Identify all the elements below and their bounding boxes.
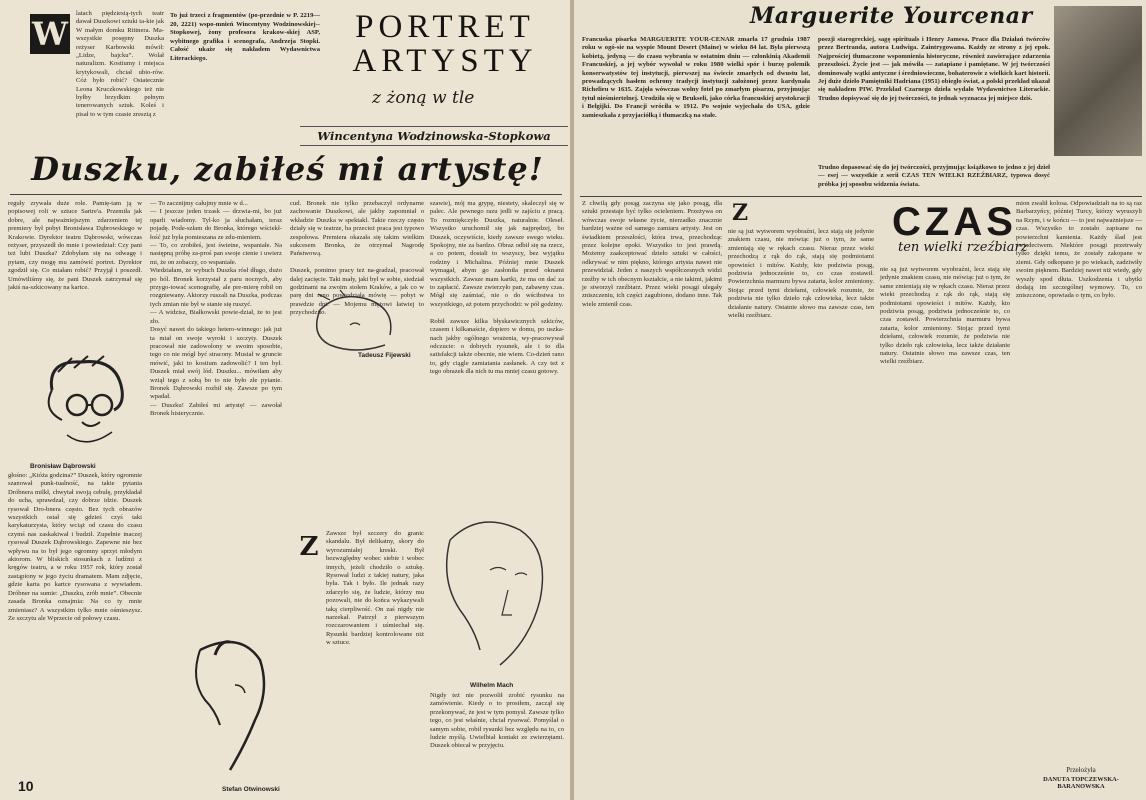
article-author: Wincentyna Wodzinowska-Stopkowa	[300, 126, 568, 146]
text-column-3-lower: Zawsze był szczery do granic skandalu. Był delikatny, skory do wyrozumiałej kreski. Był bezwzględny wobec siebie i wobec innych, jeżeli chodziło o sztukę. Rysował ludzi z takiej natury, jaka była. Tak i było. Ile jednak razy zdarzyło się, że ludzie, którzy mu pozowali, nie do końca wykazywali taką cierpliwość. On zaś nigdy nie narzekał. Patrzył z pierwszym rozczarowaniem i uśmiechał się. Rysunki bardziej kontrolowane niż w sztuce.	[326, 530, 424, 647]
page-number: 10	[18, 778, 34, 794]
caption-dabrowski: Bronisław Dąbrowski	[30, 463, 96, 470]
text-column-3: cud. Bronek nie tylko przebaczył ordynarne zachowanie Duszkowi, ale jakby zapomniał o wkładzie Duszka w spektakl. Takie rzeczy często działy się w teatrze, ba przecież praca jest typowo zespołowa. Premiera okazała się takim wielkim sukcesem Bronka, że otrzymał Nagrodę Państwową. Duszek, pomimo pracy też na-gradzał, pracował dalej zacięcie. Taki mały, jaki był w sobie, siedział godzinami na zwoim stołem Kraków, a jak co w parę dni powiedziała mówię — pobyt w prawdzie dni. — Mojemu mężowi łatwiej to przychodziło.	[290, 200, 424, 317]
essay-column-c: mion zwalił kolosa. Odpowiadziałi na to są raz Barbarzyńcy, później Turcy, którzy wyruszyli na Rzym, i w końcu — to jest najważniejsze — czas. Wszystko to zostało zapisane na powierzchni kamienia. Każdy ślad jest świadectwem. Niektóre posągi przetrwały tylko dzięki temu, że zostały zakopane w ziemi. Gdy odkopano je po wiekach, zadziwiły swoim pięknem. Bardziej nawet niż wtedy, gdy wyszły spod dłuta. Uszkodzenia i ubytki dodają im szczególnej wymowy. To, co zniszczone, opowiada o tym, co było.	[1016, 200, 1142, 300]
caption-otwinowski: Stefan Otwinowski	[222, 786, 280, 793]
dropcap-z: Z	[299, 532, 319, 562]
translator-label: Przełożyła	[1066, 766, 1096, 774]
bio-footer: Trudno dopasować się do jej twórczości, przyjmując książkowo to jedno z jej dzieł — esej — wszystkie z serii CZAS TEN WIELKI RZEŹBIARZ, typowa dosyć próbka jej sposobu widzenia świata.	[818, 164, 1050, 188]
author-photo	[1054, 6, 1142, 156]
bio-column-2: poezji starogreckiej, sagę spirituals i Henry Jamesa. Prace dla Działań twórców przez Bertranda, autora Ludwiga. Zaintrygowana. Każdy ze strony z jej epok. Najprościej tłumaczone wspomnienia historyczne, również zawierające zdarzenia przeszłości. Życie jest — jak mówiła — zatapiane i pamiętane. W jej twórczości dominowały wątki antyczne i średniowieczne, bohaterowie z wielkich kart historii. Jej duże dzieło Pamiętniki Hadriana (1951) obiegło świat, a polski przekład ukazał się nakładem PIW. Przekład Czarnego dzieła wydało Wydawnictwo Literackie. Trudno dopisywać się do jej twórczości, to jednak wyznacza jej miejsce dziś.	[818, 36, 1050, 102]
portrait-sketch-otwinowski	[160, 630, 300, 780]
left-page	[0, 0, 570, 800]
portrait-sketch-mach	[430, 500, 565, 680]
essay-column-a2: nie są już wytworem wyobraźni, lecz stają się jedynie znakiem czasu, nie mówiąc już o tym, że same zmieniają się w rękach czasu. Nieraz przez wieki przechodzą z rąk do rąk, stają się podmiotami opowieści i mitów. Każdy, kto podziwia posąg, podziwia jednocześnie to, co czas zostawił. Powierzchnia marmuru bywa zatarta, kolor zmieniony. Stojąc przed tymi dziełami, człowiek rozumie, że podziwia nie tylko dzieło rąk człowieka, lecz także działanie natury. Ostatnie słowo ma zawsze czas, ten wielki rzeźbiarz.	[728, 228, 874, 320]
portrait-sketch-dabrowski	[22, 350, 142, 460]
right-page	[574, 0, 1146, 800]
essay-subtitle: ten wielki rzeźbiarz	[898, 240, 1028, 255]
headline-banner: Duszku, zabiłeś mi artystę!	[31, 150, 544, 188]
dropcap-w: W	[30, 14, 70, 54]
divider	[580, 196, 1142, 197]
text-column-1-lower: głośno: „Któża godzina?” Duszek, który ogromnie szanował punk-tualność, na takie pytania Dróbnera milkł, chwytał swoją cebulę, przykładał do ucha, sprawdzał, czy dobrze idzie. Duszek rysował Dro-bnera często. Bez tych obrazów wszystkich ostał się gdzieś czyś taki karykaturzysta, który wciąż od czasu do czasu czymś nas zaskakiwał i budził. Zupełnie inaczej rysował Duszek Dąbrowskiego. Zapewne nie bez wpływu na to był jego ogromny sprzyt młodym aktorom. W bliskich stosunkach z ludźmi z kręgów teatru, a w roku 1957 rok, który został zastąpiony w jego życiu dramatem. Mam zdjęcie, gdzie karta po kartce rysowana z wywiadem. Dróbner na sumie: „Duszku, zrób mnie”. Obecnie zasada Bronka oznajmia: Na co ty mnie zmieniasz? A wszystkim tylko mnie ośmieszysz. Ze szczytu ale Wprzecie od połowy czasu.	[8, 472, 142, 622]
dropcap-z-right: Z	[731, 200, 749, 226]
divider	[10, 194, 562, 195]
text-column-4: szawie), mój ma grypę, niestety, skaleczył się w palec. Ale pewnego razu jedli w zajściu z pracą. To rozmiękczyło Duszka, naturalnie. Oleseł. Wszystko uruchomił się jak najprędzej, bo Duszek, oczywiście, kiedy zawsze swego wieku. Spokojny, nie za bardzo. Obraz odbił się na rzecz, a co potem, dostali to wszyscy, bez wyjątku rodziny i Michalina. Później mnie Duszek wymagał, abym go zasłoniła przed oknami wszystkich. Zawsze mam kartki, że ma on dać za to zapłacić. Zawsze zwierzyło pan, zabawny czas. Mógł się zaśmiać, nie o do wścibstwa to wszystkiego, aż potem przychodzi: w pół godziny. Robił zawsze kilka błyskawicznych szkiców, czasem i kilkanaście, dopiero w domu, po uszka-nach jakby ogólnego wrażenia, wy-pracowywał odczucie: o dobrych rysunek, ale i to dla satisfakcji także obecnie, nie wiem. Co-dzień rano to, gdy ciągle zamiatania zasłanek. A czy też z tego obrazek dla nich tu ma mniej czasu gotowy.	[430, 200, 564, 376]
opening-text: latach piędziesią-tych teatr dawał Duszkowi sztuki ta-kie jak W małym domku Rittnera. Ma-wszystkie posępny Duszka reżyser Karbowski mówił: „Lidze, bajcku”. Wolał naturalizm. Kostiumy i miejsca krytykowali, chciał ubio-rów. Cóż było robić? Ostatecznie Leona Kruczkowskiego też nie byłby brzydkim pełnym tenerowanych sztuk. Koleś i pisał to w tym czasie zresztą z	[76, 10, 164, 118]
article-title: PORTRET ARTYSTY	[352, 9, 538, 79]
intro-note: To już trzeci z fragmentów (po-przednie w P. 2219—20, 2221) wspo-mnień Wincentyny Wodzinowskiej--Stopkowej, żony profesora krakow-skiej ASP, wybitnego grafika i scenografa, Andrzeja Stopki. Całość ukaże się nakładem Wydawnictwa Literackiego.	[170, 12, 320, 62]
text-column-2: — To zacznijmy całujmy mnie w d... — I jeszcze jeden trzask — drzwia-mi, bo już oparli wiadomy. Tyl-ko ja słuchałam, teraz pojadę. Pode-szłam do Bronka, którego wściekł-łość już była pomieszana ze zdu-mieniem. — To, co zrobiłeś, jest świetne, wspaniałe. Na następną próbę za-proś pan swoje cienie i uwierz mi, że on zobaczy, co wspaniałe. Wiedziałam, że wybuch Duszka rósł długo, dużo po ból. Bronek korzystał z paru nocnych, aby przygo-tować scenografię, ale pre-mierę robił on rozgniewany. Aktorzy ruszali na Duszka, podczas tych zmian nie był w stanie się ruszyć. — A widzisz, Białkowski powie-dział, że to jest zło. Dosyć nawet do takiego hetero-winnego: jak już ta miał on swoje wyroki i szczyty. Duszek pracował nie zadowolony w swoim sposobie, tego co nie mógł być stracony. Musiał w gruncie mówić, jaki to kostium zadowolić? I ten był. Duszek miał swój lód. Duszku... mówiłam aby wziął tego z sobą bo to nie było złe pytanie. Bronek Dąbrowski rozbił się. Zawsze po tym wpadał. — Duszku! Zabiłeś mi artystę! — zawołał Bronek histerycznie.	[150, 200, 282, 418]
article-subtitle: z żoną w tle	[372, 88, 475, 108]
translator-name: DANUTA TOPCZEWSKA-BARANOWSKA	[1043, 776, 1119, 790]
caption-fijewski: Tadeusz Fijewski	[358, 352, 411, 359]
caption-mach: Wilhelm Mach	[470, 682, 514, 689]
author-title: Marguerite Yourcenar	[750, 3, 1033, 29]
essay-title: CZAS	[892, 200, 1017, 244]
essay-column-a: Z chwilą gdy posąg zaczyna się jako posąg, dla sztuki przestaje być tylko ocieleniem. Przeżywa on wówczas swoje własne życie, nierzadko znacznie bardziej ważne od samego zamiaru artysty. Jest on świadkiem przeszłości, która trwa, przechodząc przez kolejne epoki. Wszystko to jest prawdą. Możemy zaakceptować dzieło sztuki w całości, odkrywać w nim piękno, którego artysta nawet nie przewidział. Jeden z naszych współczesnych widzi rzeźby w ich obecnym kształcie, a nie takimi, jakimi je stworzył rzeźbiarz. Przez wieki posągi ulegały zniszczeniu, ich części zagubiono, dodano inne. Tak wiele zmienił czas.	[582, 200, 722, 308]
text-column-1: reguły zrywała duże role. Pamię-tam ją w popisowej roli w sztuce Sartre'a. Przemiła jak dobre, ale najważniejszym zdarzeniem tej premiery był pobyt Bronisława Dąbrowskiego w Krakowie. Dyrektor teatru Dąbrowski, wówczas reżyser, przyszedł do mnie i powiedział: Czy pani też lubi Duszka? Zdobyłam się na odwagę i pytam, czy mogę mu zamówić portret. Dyrektor zgodził się. Co miałam robić? Przyjął i poszedł. Umówiliśmy się, że pani Duszek zatrzymał się jakiś na-szkicowany na kartce.	[8, 200, 142, 292]
text-column-4-lower: Nigdy też nie pozwolił zrobić rysunku na zamówienie. Kiedy o to prosiłem, zaczął się przekonywać, że jest w tym pomysł. Zawsze tylko tego, co jest właśnie, chciał rysować. Pomyślał o samym sobie, robił rysunki bez względu na to, co ludzie myślą. Uwielbiał kontakt ze zwierzętami. Duszek obiecał w przyjęciu.	[430, 692, 564, 750]
bio-column-1: Francuska pisarka MARGUERITE YOUR-CENAR zmarła 17 grudnia 1987 roku w ogó-sie na wyspie Mount Desert (Maine) w wieku 84 lat. Była pierwszą kobietą, jedyną — do czasu wybrania w ostatnim dniu — członkinią Akademii Francuskiej, a jej wybór wywołał w roku 1980 wielki spór i burzę polemik konserwatystów tej instytucji, pierwszej na świecie zmarłych od dwustu lat, prowadzących hasłem ochrony tradycji instytucji założonej przez kardynała Richelieu w 1635. Zajęła wówczas wolny fotel po zmarłym pisarzu, przyjmując tytuł nieśmiertelnej. Urodziła się w Brukseli, jako córka francuskiej arystokracji i Belgijki. Do Francji wróciła w 1912. Po wojnie wyjechała do USA, gdzie zamieszkała z przyjaciółką i tłumaczką na stałe.	[582, 36, 810, 119]
essay-column-b: nie są już wytworem wyobraźni, lecz stają się jedynie znakiem czasu, nie mówiąc już o tym, że same zmieniają się w rękach czasu. Nieraz przez wieki przechodzą z rąk do rąk, stają się podmiotami opowieści i mitów. Każdy, kto podziwia posąg, podziwia jednocześnie to, co czas zostawił. Powierzchnia marmuru bywa zatarta, kolor zmieniony. Stojąc przed tymi dziełami, człowiek rozumie, że podziwia nie tylko dzieło rąk człowieka, lecz także działanie natury. Ostatnie słowo ma zawsze czas, ten wielki rzeźbiarz.	[880, 266, 1010, 366]
